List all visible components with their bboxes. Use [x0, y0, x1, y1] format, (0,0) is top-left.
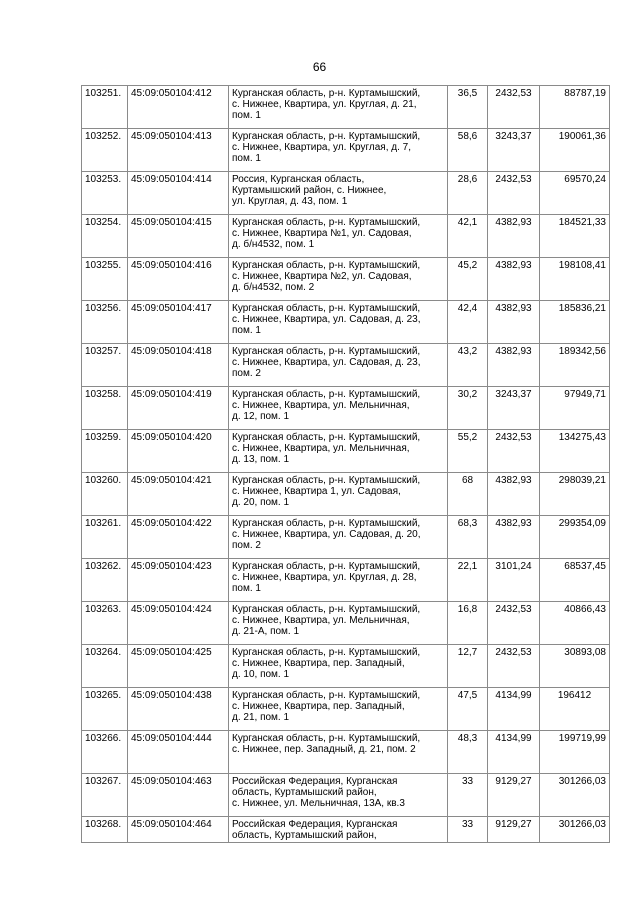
cadastral-number-cell: 45:09:050104:463 — [128, 774, 229, 817]
table-row — [82, 129, 610, 172]
area-cell: 33 — [448, 817, 488, 843]
cadastral-value-cell: 189342,56 — [540, 344, 610, 387]
table-row — [82, 774, 610, 817]
area-cell: 33 — [448, 774, 488, 817]
rate-cell: 2432,53 — [488, 430, 540, 473]
address-line: с. Нижнее, Квартира, ул. Садовая, д. 20, — [232, 529, 421, 540]
address-cell — [229, 86, 448, 129]
address-line: с. Нижнее, Квартира, ул. Мельничная, — [232, 615, 410, 626]
rate-cell: 4134,99 — [488, 731, 540, 774]
address-cell — [229, 559, 448, 602]
cadastral-value-cell: 298039,21 — [540, 473, 610, 516]
address-line: Курганская область, р-н. Куртамышский, — [232, 260, 421, 271]
table-row — [82, 473, 610, 516]
area-cell: 42,1 — [448, 215, 488, 258]
cadastral-number-cell: 45:09:050104:438 — [128, 688, 229, 731]
row-number-cell: 103261. — [82, 516, 128, 559]
row-number-cell: 103251. — [82, 86, 128, 129]
rate-cell: 4382,93 — [488, 215, 540, 258]
address-cell — [229, 731, 448, 774]
table-row — [82, 688, 610, 731]
address-line: пом. 1 — [232, 325, 261, 336]
address-line: с. Нижнее, Квартира 1, ул. Садовая, — [232, 486, 401, 497]
rate-cell: 9129,27 — [488, 817, 540, 843]
address-line: с. Нижнее, Квартира, ул. Круглая, д. 28, — [232, 572, 417, 583]
address-line: пом. 1 — [232, 110, 261, 121]
address-line: Курганская область, р-н. Куртамышский, — [232, 690, 421, 701]
address-line: с. Нижнее, пер. Западный, д. 21, пом. 2 — [232, 744, 416, 755]
cadastral-value-cell: 196412 — [540, 688, 610, 731]
row-number-cell: 103266. — [82, 731, 128, 774]
address-line: Курганская область, р-н. Куртамышский, — [232, 432, 421, 443]
address-line: Курганская область, р-н. Куртамышский, — [232, 346, 421, 357]
cadastral-value-cell: 199719,99 — [540, 731, 610, 774]
cadastral-value-cell: 69570,24 — [540, 172, 610, 215]
row-number-cell: 103255. — [82, 258, 128, 301]
address-line: с. Нижнее, Квартира №1, ул. Садовая, — [232, 228, 412, 239]
address-line: Курганская область, р-н. Куртамышский, — [232, 647, 421, 658]
row-number-cell: 103252. — [82, 129, 128, 172]
address-line: с. Нижнее, Квартира, ул. Мельничная, — [232, 443, 410, 454]
page-number: 66 — [312, 60, 327, 74]
address-line: область, Куртамышский район, — [232, 787, 377, 798]
address-line: д. 21-А, пом. 1 — [232, 626, 300, 637]
rate-cell: 4382,93 — [488, 258, 540, 301]
row-number-cell: 103257. — [82, 344, 128, 387]
address-line: Курганская область, р-н. Куртамышский, — [232, 88, 421, 99]
address-cell — [229, 129, 448, 172]
row-number-cell: 103265. — [82, 688, 128, 731]
address-cell — [229, 688, 448, 731]
address-cell — [229, 516, 448, 559]
address-cell — [229, 645, 448, 688]
cadastral-number-cell: 45:09:050104:416 — [128, 258, 229, 301]
area-cell: 47,5 — [448, 688, 488, 731]
address-cell — [229, 774, 448, 817]
cadastral-value-cell: 97949,71 — [540, 387, 610, 430]
address-line: Курганская область, р-н. Куртамышский, — [232, 604, 421, 615]
address-line: с. Нижнее, Квартира, пер. Западный, — [232, 701, 405, 712]
address-line: область, Куртамышский район, — [232, 830, 377, 841]
cadastral-value-cell: 190061,36 — [540, 129, 610, 172]
table-row — [82, 817, 610, 843]
address-line: д. 21, пом. 1 — [232, 712, 290, 723]
cadastral-value-cell: 299354,09 — [540, 516, 610, 559]
row-number-cell: 103254. — [82, 215, 128, 258]
cadastral-number-cell: 45:09:050104:421 — [128, 473, 229, 516]
row-number-cell: 103264. — [82, 645, 128, 688]
table-row — [82, 258, 610, 301]
address-cell — [229, 473, 448, 516]
address-cell — [229, 344, 448, 387]
address-line: с. Нижнее, Квартира, ул. Садовая, д. 23, — [232, 314, 421, 325]
table-row — [82, 172, 610, 215]
area-cell: 28,6 — [448, 172, 488, 215]
address-cell — [229, 430, 448, 473]
row-number-cell: 103259. — [82, 430, 128, 473]
cadastral-number-cell: 45:09:050104:419 — [128, 387, 229, 430]
address-cell — [229, 817, 448, 843]
address-line: д. б/н4532, пом. 1 — [232, 239, 315, 250]
address-line: с. Нижнее, ул. Мельничная, 13А, кв.3 — [232, 798, 405, 809]
area-cell: 22,1 — [448, 559, 488, 602]
rate-cell: 2432,53 — [488, 172, 540, 215]
area-cell: 43,2 — [448, 344, 488, 387]
address-line: Российская Федерация, Курганская — [232, 776, 398, 787]
address-cell — [229, 172, 448, 215]
cadastral-number-cell: 45:09:050104:413 — [128, 129, 229, 172]
row-number-cell: 103260. — [82, 473, 128, 516]
address-line: Куртамышский район, с. Нижнее, — [232, 185, 387, 196]
cadastral-number-cell: 45:09:050104:420 — [128, 430, 229, 473]
table-row — [82, 516, 610, 559]
address-line: Курганская область, р-н. Куртамышский, — [232, 561, 421, 572]
address-line: Курганская область, р-н. Куртамышский, — [232, 389, 421, 400]
property-registry-table — [81, 85, 610, 843]
rate-cell: 4382,93 — [488, 344, 540, 387]
row-number-cell: 103256. — [82, 301, 128, 344]
address-line: с. Нижнее, Квартира, ул. Круглая, д. 7, — [232, 142, 412, 153]
cadastral-number-cell: 45:09:050104:412 — [128, 86, 229, 129]
address-line: с. Нижнее, Квартира, ул. Мельничная, — [232, 400, 410, 411]
area-cell: 68,3 — [448, 516, 488, 559]
area-cell: 42,4 — [448, 301, 488, 344]
address-cell — [229, 258, 448, 301]
address-cell — [229, 215, 448, 258]
cadastral-number-cell: 45:09:050104:414 — [128, 172, 229, 215]
row-number-cell: 103258. — [82, 387, 128, 430]
rate-cell: 3101,24 — [488, 559, 540, 602]
address-line: д. б/н4532, пом. 2 — [232, 282, 315, 293]
cadastral-value-cell: 198108,41 — [540, 258, 610, 301]
rate-cell: 2432,53 — [488, 645, 540, 688]
table-row — [82, 430, 610, 473]
address-line: Курганская область, р-н. Куртамышский, — [232, 475, 421, 486]
address-line: Курганская область, р-н. Куртамышский, — [232, 303, 421, 314]
rate-cell: 2432,53 — [488, 86, 540, 129]
cadastral-value-cell: 301266,03 — [540, 774, 610, 817]
address-cell — [229, 387, 448, 430]
address-line: пом. 2 — [232, 368, 261, 379]
cadastral-value-cell: 40866,43 — [540, 602, 610, 645]
table-row — [82, 645, 610, 688]
area-cell: 16,8 — [448, 602, 488, 645]
rate-cell: 9129,27 — [488, 774, 540, 817]
cadastral-number-cell: 45:09:050104:422 — [128, 516, 229, 559]
address-line: д. 12, пом. 1 — [232, 411, 290, 422]
cadastral-number-cell: 45:09:050104:418 — [128, 344, 229, 387]
cadastral-value-cell: 184521,33 — [540, 215, 610, 258]
address-line: Курганская область, р-н. Куртамышский, — [232, 131, 421, 142]
address-line: Российская Федерация, Курганская — [232, 819, 398, 830]
row-number-cell: 103253. — [82, 172, 128, 215]
rate-cell: 4382,93 — [488, 301, 540, 344]
rate-cell: 3243,37 — [488, 129, 540, 172]
address-line: Курганская область, р-н. Куртамышский, — [232, 733, 421, 744]
address-cell — [229, 301, 448, 344]
address-line: с. Нижнее, Квартира, пер. Западный, — [232, 658, 405, 669]
row-number-cell: 103263. — [82, 602, 128, 645]
cadastral-number-cell: 45:09:050104:417 — [128, 301, 229, 344]
address-line: Россия, Курганская область, — [232, 174, 365, 185]
cadastral-value-cell: 68537,45 — [540, 559, 610, 602]
cadastral-number-cell: 45:09:050104:444 — [128, 731, 229, 774]
area-cell: 30,2 — [448, 387, 488, 430]
address-line: с. Нижнее, Квартира №2, ул. Садовая, — [232, 271, 412, 282]
cadastral-value-cell: 185836,21 — [540, 301, 610, 344]
address-line: д. 10, пом. 1 — [232, 669, 290, 680]
area-cell: 45,2 — [448, 258, 488, 301]
area-cell: 55,2 — [448, 430, 488, 473]
address-line: пом. 1 — [232, 153, 261, 164]
address-line: д. 13, пом. 1 — [232, 454, 290, 465]
cadastral-number-cell: 45:09:050104:415 — [128, 215, 229, 258]
rate-cell: 4382,93 — [488, 516, 540, 559]
table-row — [82, 344, 610, 387]
rate-cell: 4134,99 — [488, 688, 540, 731]
row-number-cell: 103267. — [82, 774, 128, 817]
address-line: пом. 2 — [232, 540, 261, 551]
area-cell: 68 — [448, 473, 488, 516]
table-row — [82, 86, 610, 129]
table-row — [82, 602, 610, 645]
row-number-cell: 103268. — [82, 817, 128, 843]
cadastral-number-cell: 45:09:050104:423 — [128, 559, 229, 602]
row-number-cell: 103262. — [82, 559, 128, 602]
rate-cell: 4382,93 — [488, 473, 540, 516]
table-row — [82, 215, 610, 258]
table-row — [82, 559, 610, 602]
table-row — [82, 731, 610, 774]
address-line: пом. 1 — [232, 583, 261, 594]
cadastral-value-cell: 30893,08 — [540, 645, 610, 688]
address-line: ул. Круглая, д. 43, пом. 1 — [232, 196, 348, 207]
cadastral-number-cell: 45:09:050104:424 — [128, 602, 229, 645]
address-line: Курганская область, р-н. Куртамышский, — [232, 518, 421, 529]
address-line: д. 20, пом. 1 — [232, 497, 290, 508]
address-line: Курганская область, р-н. Куртамышский, — [232, 217, 421, 228]
rate-cell: 3243,37 — [488, 387, 540, 430]
table-row — [82, 301, 610, 344]
cadastral-number-cell: 45:09:050104:464 — [128, 817, 229, 843]
area-cell: 48,3 — [448, 731, 488, 774]
address-cell — [229, 602, 448, 645]
table-row — [82, 387, 610, 430]
cadastral-value-cell: 134275,43 — [540, 430, 610, 473]
rate-cell: 2432,53 — [488, 602, 540, 645]
area-cell: 58,6 — [448, 129, 488, 172]
registry-table-body — [82, 86, 610, 843]
address-line: с. Нижнее, Квартира, ул. Круглая, д. 21, — [232, 99, 417, 110]
address-line: с. Нижнее, Квартира, ул. Садовая, д. 23, — [232, 357, 421, 368]
cadastral-value-cell: 88787,19 — [540, 86, 610, 129]
cadastral-value-cell: 301266,03 — [540, 817, 610, 843]
cadastral-number-cell: 45:09:050104:425 — [128, 645, 229, 688]
area-cell: 36,5 — [448, 86, 488, 129]
area-cell: 12,7 — [448, 645, 488, 688]
